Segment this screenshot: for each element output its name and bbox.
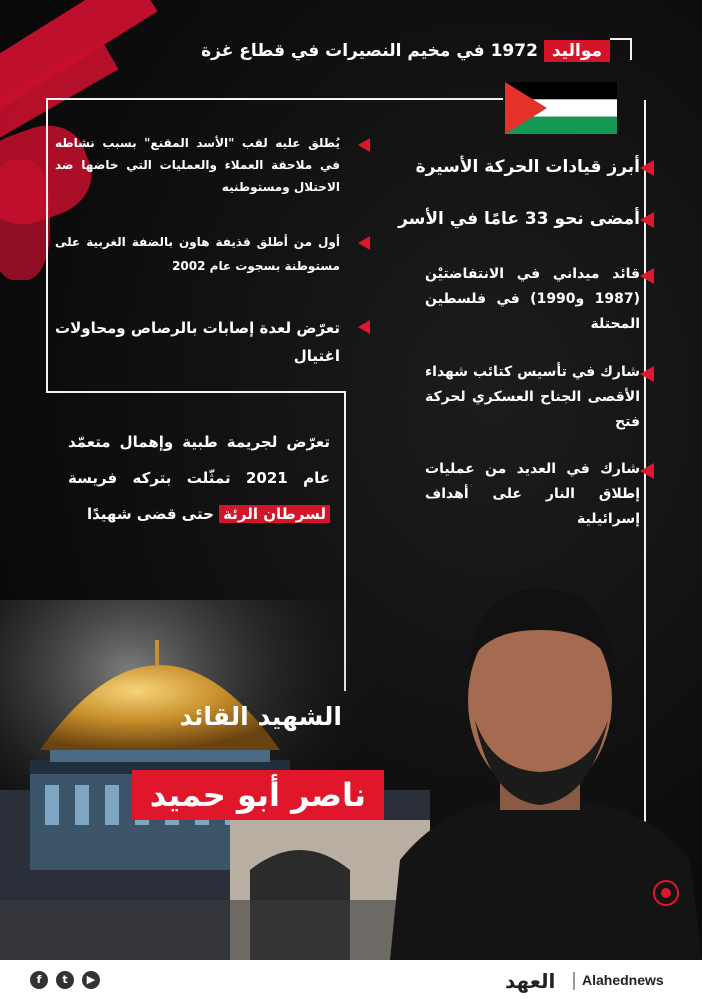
title-subtitle: الشهيد القائد [179,702,342,731]
frame-line [46,391,346,393]
illness-highlight: لسرطان الرئة [219,505,330,523]
frame-line [630,38,632,60]
birth-info-header [70,38,610,64]
birth-info-prefix: مواليد [544,40,610,62]
illness-text: تعرّض لجريمة طبية وإهمال متعمّد عام 2021 تمثّلت بتركه فريسة [68,433,330,487]
title-name: ناصر أبو حميد [132,770,384,820]
frame-line [610,38,632,40]
portrait-image [380,560,702,960]
list-item: تعرّض لعدة إصابات بالرصاص ومحاولات اغتيال [55,319,340,365]
frame-line [46,98,48,393]
illness-paragraph [68,424,330,532]
brand-name-en: Alahednews [582,972,664,988]
twitter-icon[interactable]: t [56,971,74,989]
brand-logo-ar: العهد [505,969,556,993]
bullet-icon [640,366,654,382]
list-item: أبرز قيادات الحركة الأسيرة [415,157,640,177]
bullet-icon [640,268,654,284]
facebook-icon[interactable]: f [30,971,48,989]
list-item: يُطلق عليه لقب "الأسد المقنع" بسبب نشاطه في ملاحقة العملاء والعمليات التي خاضها ضد الاحتلال ومستوطنيه [55,136,340,194]
bullet-icon [640,463,654,479]
list-item: أمضى نحو 33 عامًا في الأسر [398,209,640,229]
bullet-icon [640,160,654,176]
list-item: أول من أطلق قذيفة هاون بالضفة الغربية على مستوطنة بسجوت عام 2002 [55,235,340,273]
brush-stroke-decor [0,160,50,280]
list-item: قائد ميداني في الانتفاضتيْن (1987 و1990) في فلسطين المحتلة [425,266,641,332]
bullet-icon [640,212,654,228]
bullet-icon [358,320,370,334]
palestinian-flag-icon [505,82,617,134]
list-item: شارك في تأسيس كتائب شهداء الأقصى الجناح العسكري لحركة فتح [425,364,640,430]
frame-line [46,98,503,100]
illness-text-end: حتى قضى شهيدًا [86,505,214,523]
target-circle-icon [653,880,679,906]
bullet-icon [358,138,370,152]
list-item: شارك في العديد من عمليات إطلاق النار على أهداف إسرائيلية [425,461,640,527]
birth-info-text: 1972 في مخيم النصيرات في قطاع غزة [201,41,538,61]
brand-divider [573,972,575,990]
bullet-icon [358,236,370,250]
youtube-icon[interactable]: ▶ [82,971,100,989]
